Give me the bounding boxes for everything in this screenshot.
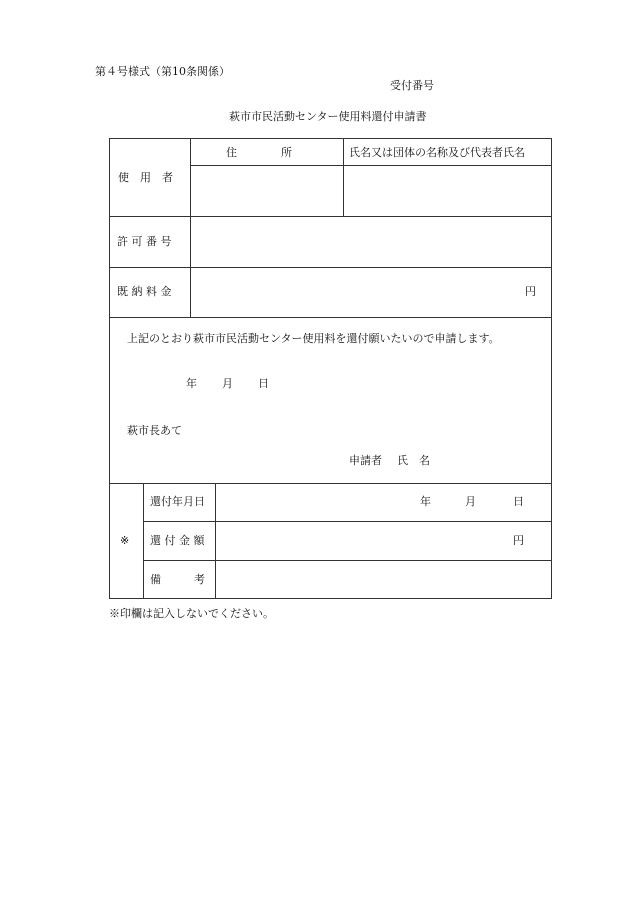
address-header: 住 所 [226, 146, 292, 159]
refund-amount-field[interactable] [216, 522, 551, 559]
name-field[interactable] [344, 166, 551, 215]
paid-fee-unit: 円 [525, 285, 536, 298]
remarks-label: 備 考 [150, 573, 205, 586]
date-month-label[interactable]: 月 [222, 377, 233, 390]
refund-amount-label: 還 付 金 額 [150, 534, 205, 547]
refund-date-year[interactable]: 年 [420, 495, 431, 508]
date-year-label[interactable]: 年 [186, 377, 197, 390]
permit-number-field[interactable] [191, 217, 551, 266]
refund-date-month[interactable]: 月 [465, 495, 476, 508]
divider [143, 483, 144, 599]
divider [109, 483, 552, 484]
address-field[interactable] [191, 166, 342, 215]
page-title: 萩市市民活動センター使用料還付申請書 [229, 110, 427, 123]
user-row-label: 使 用 者 [118, 171, 173, 184]
form-number: 第４号様式（第10条関係） [95, 65, 230, 78]
applicant-label: 申請者 [349, 454, 382, 467]
office-use-mark: ※ [120, 534, 130, 547]
paid-fee-label: 既 納 料 金 [117, 285, 172, 298]
divider [109, 317, 552, 318]
date-day-label[interactable]: 日 [258, 377, 269, 390]
refund-date-day[interactable]: 日 [513, 495, 524, 508]
name-header: 氏名又は団体の名称及び代表者氏名 [349, 146, 525, 159]
permit-number-label: 許 可 番 号 [117, 235, 172, 248]
paid-fee-field[interactable] [191, 268, 551, 316]
refund-date-label: 還付年月日 [150, 495, 205, 508]
addressee: 萩市長あて [127, 424, 182, 437]
refund-amount-unit: 円 [513, 534, 524, 547]
declaration-statement: 上記のとおり萩市市民活動センター使用料を還付願いたいので申請します。 [127, 332, 500, 345]
applicant-name-label[interactable]: 氏 名 [397, 454, 430, 467]
receipt-number-label: 受付番号 [390, 79, 434, 92]
remarks-field[interactable] [216, 561, 551, 598]
footer-note: ※印欄は記入しないでください。 [109, 607, 274, 620]
